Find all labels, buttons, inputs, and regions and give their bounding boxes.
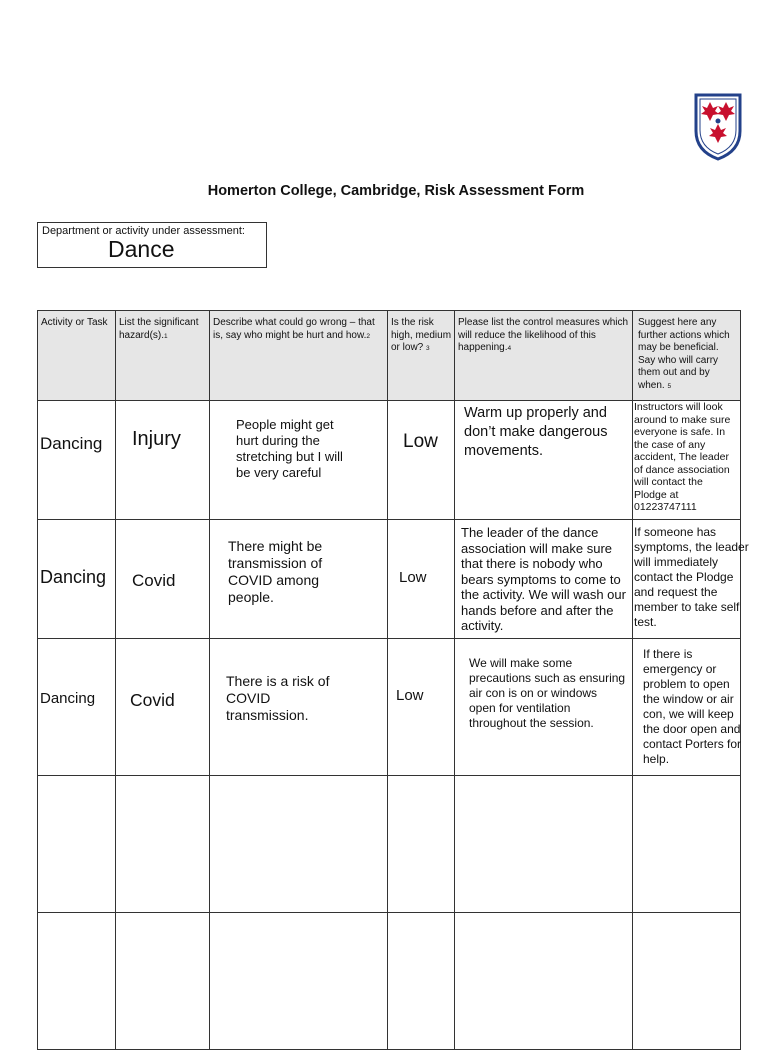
department-label: Department or activity under assessment: — [42, 225, 245, 237]
risk-level-cell: Low — [396, 687, 424, 704]
risk-level-cell: Low — [399, 569, 427, 586]
table-row — [38, 639, 741, 776]
hazard-cell: Covid — [132, 571, 176, 590]
activity-cell: Dancing — [40, 434, 103, 453]
hazard-cell: Covid — [130, 690, 175, 710]
table-header-row — [38, 311, 741, 401]
column-header: Suggest here any further actions which may be beneficial. Say who will carry them out and by when. 5 — [633, 311, 741, 401]
risk-assessment-table — [37, 310, 749, 1050]
risk-description-cell: People might get hurt during the stretching but I will be very careful — [236, 417, 343, 480]
column-header: Is the risk high, medium or low? 3 — [388, 311, 455, 401]
hazard-cell: Injury — [132, 428, 181, 450]
control-measures-cell: The leader of the dance association will make sure that there is nobody who bears symptoms to come to the activity. We will wash our hands before and after the activity. — [461, 525, 626, 633]
department-box — [37, 222, 267, 268]
department-value: Dance — [108, 236, 175, 262]
college-crest-icon — [694, 93, 742, 161]
activity-cell: Dancing — [40, 567, 107, 587]
risk-level-cell: Low — [403, 431, 438, 452]
page-title: Homerton College, Cambridge, Risk Assessment Form — [207, 183, 585, 199]
control-measures-cell: Warm up properly and don’t make dangerous movements. — [464, 405, 608, 459]
control-measures-cell: We will make some precautions such as ensuring air con is on or windows open for ventilation throughout the session. — [469, 656, 626, 730]
column-header: List the significant hazard(s).1 — [116, 311, 210, 401]
column-header: Activity or Task — [38, 311, 116, 401]
column-header: Please list the control measures which will reduce the likelihood of this happening.4 — [455, 311, 633, 401]
risk-description-cell: There might be transmission of COVID among people. — [228, 538, 323, 605]
risk-description-cell: There is a risk of COVID transmission. — [226, 673, 330, 723]
activity-cell: Dancing — [40, 690, 96, 707]
further-actions-cell: If someone has symptoms, the leader will immediately contact the Plodge and request the member to take self test. — [634, 525, 749, 629]
further-actions-cell: If there is emergency or problem to open the window or air con, we will keep the door open and contact Porters for help. — [643, 647, 742, 766]
column-header: Describe what could go wrong – that is, say who might be hurt and how.2 — [210, 311, 388, 401]
table-row — [38, 520, 741, 639]
table-row — [38, 401, 741, 520]
further-actions-cell: Instructors will look around to make sure everyone is safe. In the case of any accident, The leader of dance association will contact the Plodge at 01223747111 — [634, 401, 731, 513]
empty-table-row — [38, 776, 741, 913]
empty-table-row — [38, 913, 741, 1050]
